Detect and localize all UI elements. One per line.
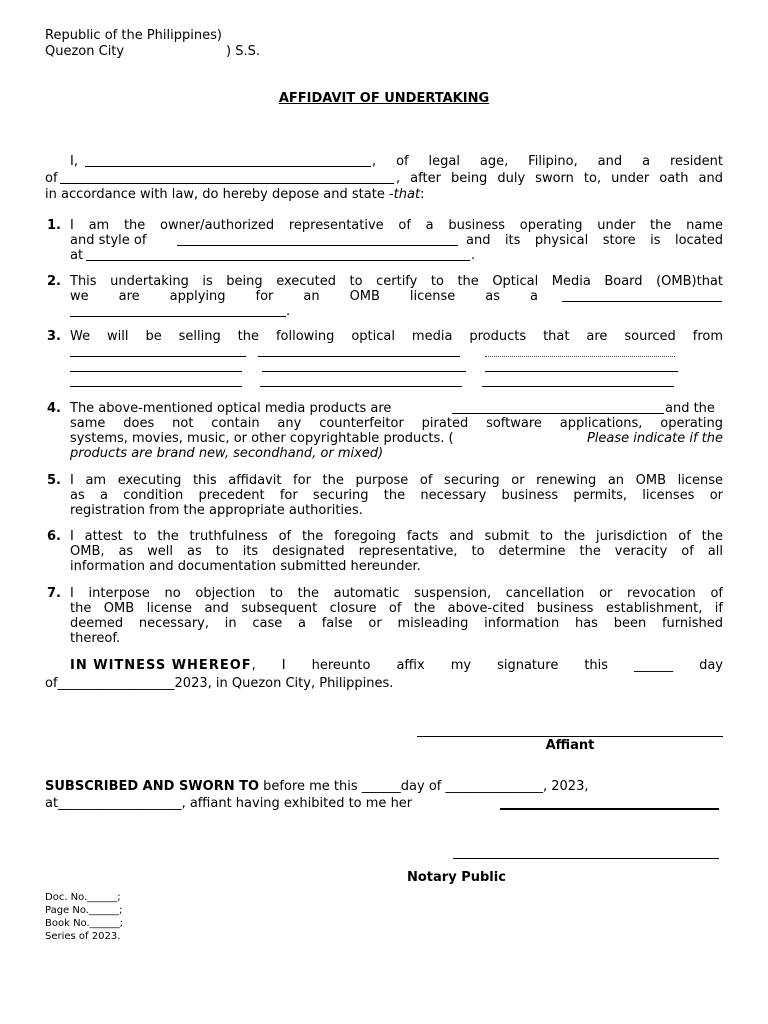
item-2-number: 2. <box>47 274 61 289</box>
footer-page-no: Page No.______; <box>45 905 123 916</box>
item-6-line3: information and documentation submitted hereunder. <box>70 559 421 574</box>
item-1-store-located: and its physical store is located <box>466 233 723 248</box>
source-blank-8[interactable] <box>260 386 462 387</box>
item-7-line1: I interpose no objection to the automatic suspension, cancellation or revocation of <box>70 586 723 601</box>
subscribed-line2: at___________________, affiant having exhibited to me her <box>45 796 413 811</box>
license-type-blank-line[interactable] <box>562 301 722 302</box>
item-5-number: 5. <box>47 473 61 488</box>
header-republic: Republic of the Philippines) <box>45 28 222 43</box>
witness-line2: of__________________2023, in Quezon City, Philippines. <box>45 676 394 691</box>
header-ss: ) S.S. <box>226 44 260 59</box>
source-blank-6[interactable] <box>485 371 678 372</box>
source-blank-5[interactable] <box>262 371 466 372</box>
source-blank-9[interactable] <box>482 386 674 387</box>
footer-book-no: Book No.______; <box>45 918 124 929</box>
intro-of: of <box>45 171 58 186</box>
item-6-line2: OMB, as well as to its designated representative, to determine the veracity of all <box>70 544 723 559</box>
product-condition-blank-line[interactable] <box>452 413 664 414</box>
intro-i: I, <box>70 154 78 169</box>
store-address-blank-line[interactable] <box>86 260 470 261</box>
subscribed-line1: SUBSCRIBED AND SWORN TO before me this ______day of _______________, 2023, <box>45 779 589 794</box>
source-blank-7[interactable] <box>70 386 242 387</box>
notary-label: Notary Public <box>407 870 506 885</box>
item-5-line3: registration from the appropriate authorities. <box>70 503 363 518</box>
item-7-line4: thereof. <box>70 631 121 646</box>
item-1-period: . <box>471 248 476 263</box>
header-city: Quezon City <box>45 44 125 59</box>
item-1-at: at <box>70 248 84 263</box>
intro-legal-age: , of legal age, Filipino, and a resident <box>372 154 723 169</box>
item-4-line4: products are brand new, secondhand, or mixed) <box>70 446 384 461</box>
item-2-line2: we are applying for an OMB license as a <box>70 289 538 304</box>
footer-doc-no: Doc. No.______; <box>45 892 121 903</box>
document-title: AFFIDAVIT OF UNDERTAKING <box>278 91 490 106</box>
item-4-line3: systems, movies, music, or other copyrightable products. ( Please indicate if the <box>70 431 723 446</box>
item-2-period: . <box>286 304 291 319</box>
intro-sworn: , after being duly sworn to, under oath and <box>396 171 723 186</box>
affiant-label: Affiant <box>545 738 595 753</box>
item-6-line1: I attest to the truthfulness of the foregoing facts and submit to the jurisdiction of the <box>70 529 723 544</box>
source-blank-1[interactable] <box>70 356 246 357</box>
witness-line1: IN WITNESS WHEREOF , I hereunto affix my signature this ______ day <box>70 658 723 673</box>
residence-blank-line[interactable] <box>60 183 394 184</box>
item-4-and-the: and the <box>665 401 715 416</box>
item-1-style-label: and style of <box>70 233 147 248</box>
item-1-number: 1. <box>47 218 61 233</box>
item-5-line1: I am executing this affidavit for the purpose of securing or renewing an OMB license <box>70 473 723 488</box>
license-type-blank-line-2[interactable] <box>70 316 286 317</box>
source-blank-4[interactable] <box>70 371 242 372</box>
source-blank-2[interactable] <box>258 356 460 357</box>
item-3-line1: We will be selling the following optical media products that are sourced from <box>70 329 723 344</box>
item-6-number: 6. <box>47 529 61 544</box>
item-4-line1a: The above-mentioned optical media products are <box>70 401 392 416</box>
item-4-number: 4. <box>47 401 61 416</box>
item-7-line3: deemed necessary, in case a false or misleading information has been furnished <box>70 616 723 631</box>
item-7-number: 7. <box>47 586 61 601</box>
item-1-line1: I am the owner/authorized representative of a business operating under the name <box>70 218 723 233</box>
business-name-blank-line[interactable] <box>177 245 458 246</box>
item-3-number: 3. <box>47 329 61 344</box>
intro-depose: in accordance with law, do hereby depose and state -that: <box>45 187 425 202</box>
footer-series: Series of 2023. <box>45 931 121 942</box>
name-blank-line[interactable] <box>85 166 371 167</box>
affiant-signature-line[interactable] <box>417 736 723 737</box>
item-2-line1: This undertaking is being executed to certify to the Optical Media Board (OMB)that <box>70 274 723 289</box>
id-blank-line[interactable] <box>500 808 719 810</box>
source-blank-3[interactable] <box>485 356 675 357</box>
item-5-line2: as a condition precedent for securing the necessary business permits, licenses or <box>70 488 723 503</box>
notary-signature-line[interactable] <box>453 858 719 859</box>
item-4-line2: same does not contain any counterfeitor pirated software applications, operating <box>70 416 723 431</box>
item-7-line2: the OMB license and subsequent closure of the above-cited business establishment, if <box>70 601 723 616</box>
